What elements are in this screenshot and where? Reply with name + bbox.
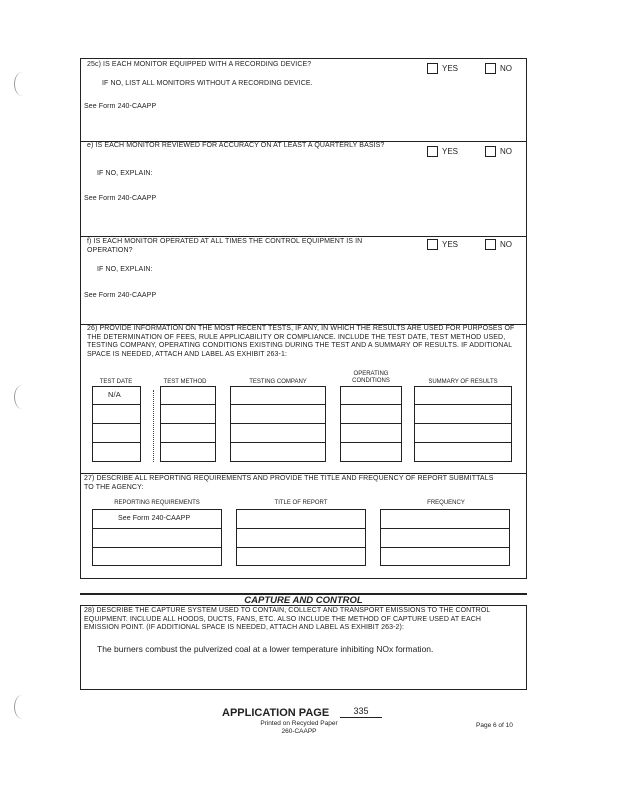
yes-checkbox-25f[interactable] [427, 239, 438, 250]
row-divider [160, 404, 216, 405]
column-header: FREQUENCY [427, 500, 465, 506]
form-reference: See Form 240-CAAPP [84, 195, 157, 202]
summary-of-results-column [414, 386, 512, 462]
row-divider [160, 423, 216, 424]
table-cell: N/A [108, 390, 121, 399]
row-divider [92, 423, 141, 424]
column-header: REPORTING REQUIREMENTS [114, 500, 200, 506]
row-divider [380, 528, 510, 529]
instruction-25f: IF NO, EXPLAIN: [97, 266, 153, 273]
instruction-25c: IF NO, LIST ALL MONITORS WITHOUT A RECORDING DEVICE. [102, 80, 313, 87]
question-26: 26) PROVIDE INFORMATION ON THE MOST RECENT TESTS, IF ANY, IN WHICH THE RESULTS ARE USED FOR PURPOSES OF THE DETERMINATION OF FEES, RULE APPLICABILITY OR COMPLIANCE. INCLUDE THE TEST DATE, TEST METHOD USED, TESTING COMPANY, OPERATING CONDITIONS EXISTING DURING THE TEST AND A SUMMARY OF RESULTS. IF ADDITIONAL SPACE IS NEEDED, ATTACH AND LABEL AS EXHIBIT 263-1: [87, 325, 515, 358]
form-number: 260-CAAPP [281, 728, 317, 735]
row-divider [92, 404, 141, 405]
no-checkbox-25f[interactable] [485, 239, 496, 250]
column-edge [153, 390, 154, 462]
row-divider [340, 423, 402, 424]
row-divider [160, 442, 216, 443]
no-label: NO [500, 240, 512, 249]
application-page-title: APPLICATION PAGE [222, 707, 330, 719]
yes-checkbox-25c[interactable] [427, 63, 438, 74]
row-divider [414, 423, 512, 424]
capture-answer: The burners combust the pulverized coal at a lower temperature inhibiting NOx formation. [97, 644, 434, 654]
row-divider [92, 528, 222, 529]
no-checkbox-25e[interactable] [485, 146, 496, 157]
frequency-column [380, 509, 510, 566]
page-number: 335 [340, 706, 382, 718]
row-divider [380, 547, 510, 548]
testing-company-column [230, 386, 326, 462]
section-25c [80, 58, 527, 142]
column-header: TEST DATE [99, 379, 133, 385]
page-of-indicator: Page 6 of 10 [476, 722, 513, 729]
title-of-report-column [236, 509, 366, 566]
punch-hole-mark [14, 695, 31, 719]
row-divider [340, 442, 402, 443]
row-divider [340, 404, 402, 405]
row-divider [230, 423, 326, 424]
no-label: NO [500, 147, 512, 156]
operating-conditions-column [340, 386, 402, 462]
test-method-column [160, 386, 216, 462]
question-25e: e) IS EACH MONITOR REVIEWED FOR ACCURACY ON AT LEAST A QUARTERLY BASIS? [87, 142, 385, 149]
yes-label: YES [442, 64, 459, 73]
column-header: SUMMARY OF RESULTS [428, 379, 498, 385]
recycled-paper-note: Printed on Recycled Paper [260, 720, 338, 727]
yes-checkbox-25e[interactable] [427, 146, 438, 157]
row-divider [92, 547, 222, 548]
row-divider [414, 404, 512, 405]
column-header: TESTING COMPANY [249, 379, 307, 385]
punch-hole-mark [14, 385, 31, 409]
column-header: OPERATING CONDITIONS [352, 371, 390, 384]
no-checkbox-25c[interactable] [485, 63, 496, 74]
row-divider [230, 442, 326, 443]
column-header: TITLE OF REPORT [274, 500, 328, 506]
section-25e [80, 141, 527, 237]
question-25f: f) IS EACH MONITOR OPERATED AT ALL TIMES THE CONTROL EQUIPMENT IS IN OPERATION? [87, 238, 363, 254]
column-header: TEST METHOD [163, 379, 207, 385]
table-cell: See Form 240-CAAPP [118, 515, 191, 522]
yes-label: YES [442, 147, 459, 156]
row-divider [414, 442, 512, 443]
capture-and-control-heading: CAPTURE AND CONTROL [244, 595, 363, 606]
question-28: 28) DESCRIBE THE CAPTURE SYSTEM USED TO CONTAIN, COLLECT AND TRANSPORT EMISSIONS TO THE CONTROL EQUIPMENT. INCLUDE ALL HOODS, DUCTS, FANS, ETC. ALSO INCLUDE THE METHOD OF CAPTURE USED AT EACH EMISSION POINT. (IF ADDITIONAL SPACE IS NEEDED, ATTACH AND LABEL AS EXHIBIT 263-2): [84, 607, 491, 631]
punch-hole-mark [14, 72, 31, 96]
row-divider [230, 404, 326, 405]
row-divider [236, 528, 366, 529]
form-reference: See Form 240-CAAPP [84, 292, 157, 299]
question-25c: 25c) IS EACH MONITOR EQUIPPED WITH A RECORDING DEVICE? [87, 61, 312, 68]
instruction-25e: IF NO, EXPLAIN: [97, 170, 153, 177]
question-27: 27) DESCRIBE ALL REPORTING REQUIREMENTS AND PROVIDE THE TITLE AND FREQUENCY OF REPORT SUBMITTALS TO THE AGENCY: [84, 475, 494, 491]
no-label: NO [500, 64, 512, 73]
row-divider [92, 442, 141, 443]
yes-label: YES [442, 240, 459, 249]
row-divider [236, 547, 366, 548]
form-reference: See Form 240-CAAPP [84, 103, 157, 110]
